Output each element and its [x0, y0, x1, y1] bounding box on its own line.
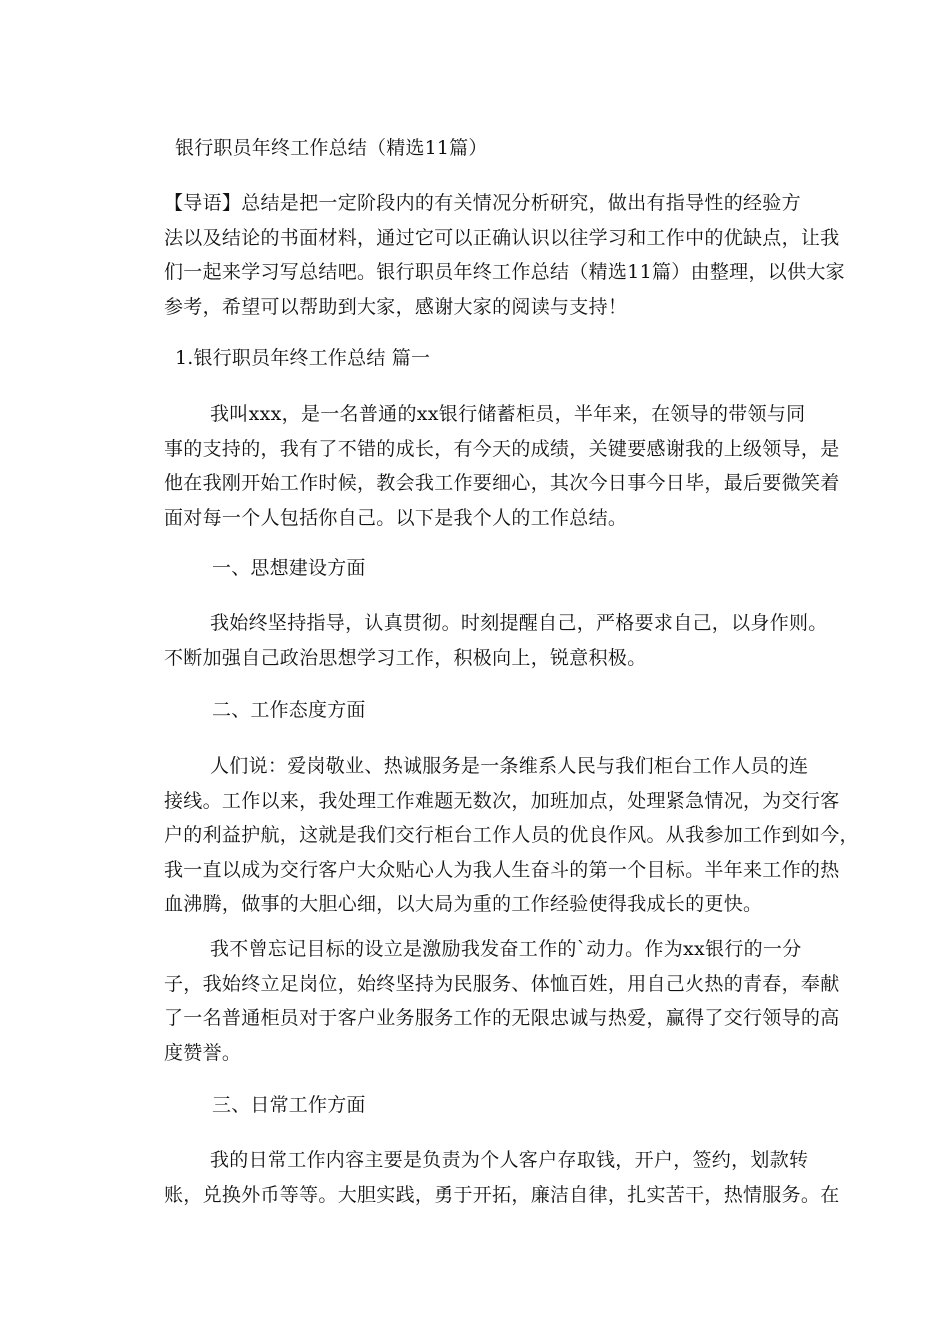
paragraph-line: 度赞誉。 — [164, 1041, 242, 1064]
paragraph-5 — [164, 1143, 840, 1212]
paragraph-line: 不断加强自己政治思想学习工作，积极向上，锐意积极。 — [164, 646, 647, 669]
paragraph-line: 面对每一个人包括你自己。以下是我个人的工作总结。 — [164, 506, 628, 529]
intro-line: 们一起来学习写总结吧。银行职员年终工作总结（精选11篇）由整理，以供大家 — [164, 261, 845, 283]
subheading-2: 二、工作态度方面 — [212, 699, 366, 721]
paragraph-3 — [164, 749, 859, 922]
paragraph-line: 我一直以成为交行客户大众贴心人为我人生奋斗的第一个目标。半年来工作的热 — [164, 858, 840, 881]
paragraph-1 — [164, 397, 840, 535]
paragraph-line: 他在我刚开始工作时候，教会我工作要细心，其次今日事今日毕，最后要微笑着 — [164, 472, 840, 494]
section-heading: 1.银行职员年终工作总结 篇一 — [175, 347, 431, 369]
paragraph-line: 我不曾忘记目标的设立是激励我发奋工作的`动力。作为xx银行的一分 — [210, 938, 802, 960]
paragraph-line: 接线。工作以来，我处理工作难题无数次，加班加点，处理紧急情况，为交行客 — [164, 789, 840, 812]
paragraph-line: 了一名普通柜员对于客户业务服务工作的无限忠诚与热爱，赢得了交行领导的高 — [164, 1007, 840, 1029]
intro-line: 法以及结论的书面材料，通过它可以正确认识以往学习和工作中的优缺点，让我 — [164, 226, 840, 249]
paragraph-line: 人们说：爱岗敬业、热诚服务是一条维系人民与我们柜台工作人员的连 — [210, 755, 809, 777]
paragraph-line: 我始终坚持指导，认真贯彻。时刻提醒自己，严格要求自己，以身作则。 — [210, 612, 828, 634]
paragraph-line: 账，兑换外币等等。大胆实践，勇于开拓，廉洁自律，扎实苦干，热情服务。在 — [164, 1183, 840, 1206]
document-title: 银行职员年终工作总结（精选11篇） — [175, 137, 488, 159]
paragraph-4 — [164, 932, 840, 1070]
subheading-3: 三、日常工作方面 — [212, 1094, 366, 1116]
intro-line: 【导语】总结是把一定阶段内的有关情况分析研究，做出有指导性的经验方 — [164, 192, 801, 214]
intro-line: 参考，希望可以帮助到大家，感谢大家的阅读与支持！ — [164, 295, 628, 318]
paragraph-line: 事的支持的，我有了不错的成长，有今天的成绩，关键要感谢我的上级领导，是 — [164, 437, 840, 460]
paragraph-line: 血沸腾，做事的大胆心细，以大局为重的工作经验使得我成长的更快。 — [164, 893, 763, 915]
subheading-1: 一、思想建设方面 — [212, 557, 366, 579]
intro-paragraph — [164, 186, 845, 324]
paragraph-line: 子，我始终立足岗位，始终坚持为民服务、体恤百姓，用自己火热的青春，奉献 — [164, 972, 840, 995]
paragraph-line: 户的利益护航，这就是我们交行柜台工作人员的优良作风。从我参加工作到如今， — [164, 824, 859, 846]
paragraph-line: 我的日常工作内容主要是负责为个人客户存取钱，开户，签约，划款转 — [210, 1149, 809, 1171]
paragraph-2 — [164, 606, 828, 675]
paragraph-line: 我叫xxx，是一名普通的xx银行储蓄柜员，半年来，在领导的带领与同 — [210, 403, 806, 425]
